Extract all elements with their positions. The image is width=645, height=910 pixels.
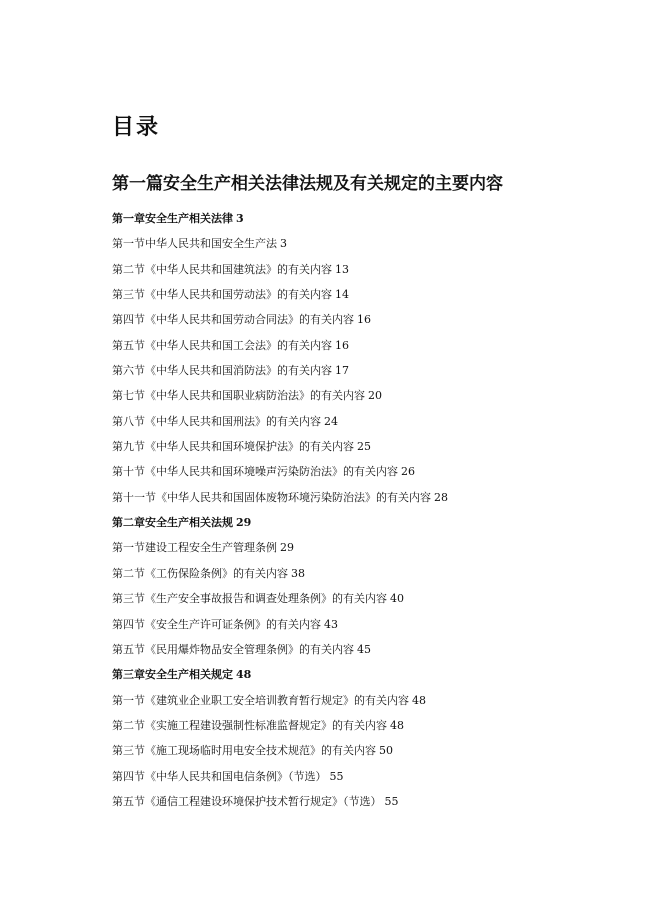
toc-entry-text: 第九节《中华人民共和国环境保护法》的有关内容 [112,440,354,454]
toc-entry-page-number: 3 [236,212,244,225]
toc-section-entry[interactable] [112,434,612,459]
toc-chapter-entry[interactable] [112,662,612,687]
toc-section-entry[interactable] [112,561,612,586]
toc-section-entry[interactable] [112,358,612,383]
toc-entry-text: 第八节《中华人民共和国刑法》的有关内容 [112,414,321,428]
toc-entry-text: 第十节《中华人民共和国环境噪声污染防治法》的有关内容 [112,465,398,479]
toc-entry-page-number: 25 [357,440,371,454]
toc-entry-text: 第一节建设工程安全生产管理条例 [112,541,277,555]
toc-entry-text: 第一节《建筑业企业职工安全培训教育暂行规定》的有关内容 [112,693,409,707]
toc-entry-text: 第三节《中华人民共和国劳动法》的有关内容 [112,288,332,302]
toc-section-entry[interactable] [112,409,612,434]
toc-entry-text: 第二节《工伤保险条例》的有关内容 [112,566,288,580]
toc-section-entry[interactable] [112,307,612,332]
toc-entry-page-number: 26 [401,465,415,479]
toc-entry-page-number: 28 [434,490,448,504]
toc-entry-page-number: 48 [236,668,252,682]
toc-entry-text: 第四节《中华人民共和国劳动合同法》的有关内容 [112,313,354,327]
toc-section-entry[interactable] [112,333,612,358]
toc-section-entry[interactable] [112,459,612,484]
toc-section-entry[interactable] [112,383,612,408]
toc-entry-text: 第三节《施工现场临时用电安全技术规范》的有关内容 [112,744,376,758]
toc-section-entry[interactable] [112,282,612,307]
toc-chapter-entry[interactable] [112,206,612,231]
toc-entry-page-number: 43 [324,617,338,631]
toc-section-entry[interactable] [112,789,612,814]
toc-section-entry[interactable] [112,231,612,256]
toc-entry-page-number: 45 [357,642,371,656]
toc-entry-page-number: 16 [335,338,349,352]
toc-entry-text: 第二节《实施工程建设强制性标准监督规定》的有关内容 [112,718,387,732]
page-title: 目录 [112,114,161,140]
toc-section-entry[interactable] [112,764,612,789]
toc-entry-text: 第二节《中华人民共和国建筑法》的有关内容 [112,262,332,276]
toc-entry-page-number: 13 [335,262,349,276]
toc-entry-page-number: 3 [280,237,287,251]
toc-entry-text: 第三节《生产安全事故报告和调查处理条例》的有关内容 [112,592,387,606]
toc-entry-text: 第四节《中华人民共和国电信条例》（节选） [112,769,327,783]
toc-entry-text: 第三章安全生产相关规定 [112,668,233,682]
toc-entry-page-number: 48 [412,693,426,707]
toc-entry-page-number: 38 [291,566,305,580]
toc-entry-text: 第七节《中华人民共和国职业病防治法》的有关内容 [112,389,365,403]
toc-section-entry[interactable] [112,485,612,510]
toc-entry-text: 第四节《安全生产许可证条例》的有关内容 [112,617,321,631]
toc-entry-page-number: 17 [335,364,349,378]
toc-entry-page-number: 16 [357,313,371,327]
toc-entry-page-number: 24 [324,414,338,428]
toc-section-entry[interactable] [112,612,612,637]
toc-entry-text: 第五节《中华人民共和国工会法》的有关内容 [112,338,332,352]
toc-entry-page-number: 40 [390,592,404,606]
toc-entry-text: 第一节中华人民共和国安全生产法 [112,237,277,251]
toc-entry-page-number: 55 [384,794,399,808]
toc-section-entry[interactable] [112,637,612,662]
toc-entry-text: 第二章安全生产相关法规 [112,516,233,530]
toc-entry-text: 第十一节《中华人民共和国固体废物环境污染防治法》的有关内容 [112,490,431,504]
toc-section-entry[interactable] [112,713,612,738]
toc-section-entry[interactable] [112,738,612,763]
toc-entry-text: 第五节《通信工程建设环境保护技术暂行规定》（节选） [112,794,382,808]
toc-entry-page-number: 29 [280,541,294,555]
toc-entry-page-number: 50 [379,744,393,758]
toc-section-entry[interactable] [112,535,612,560]
toc-section-entry[interactable] [112,688,612,713]
table-of-contents [112,206,612,814]
toc-entry-text: 第五节《民用爆炸物品安全管理条例》的有关内容 [112,642,354,656]
toc-entry-page-number: 14 [335,288,349,302]
toc-entry-text: 第一章安全生产相关法律 [112,212,233,225]
toc-section-entry[interactable] [112,586,612,611]
part-title: 第一篇安全生产相关法律法规及有关规定的主要内容 [112,174,503,194]
toc-entry-page-number: 48 [390,718,404,732]
toc-chapter-entry[interactable] [112,510,612,535]
toc-entry-text: 第六节《中华人民共和国消防法》的有关内容 [112,364,332,378]
toc-entry-page-number: 20 [368,389,382,403]
toc-entry-page-number: 29 [236,516,252,530]
toc-entry-page-number: 55 [329,769,344,783]
toc-section-entry[interactable] [112,257,612,282]
